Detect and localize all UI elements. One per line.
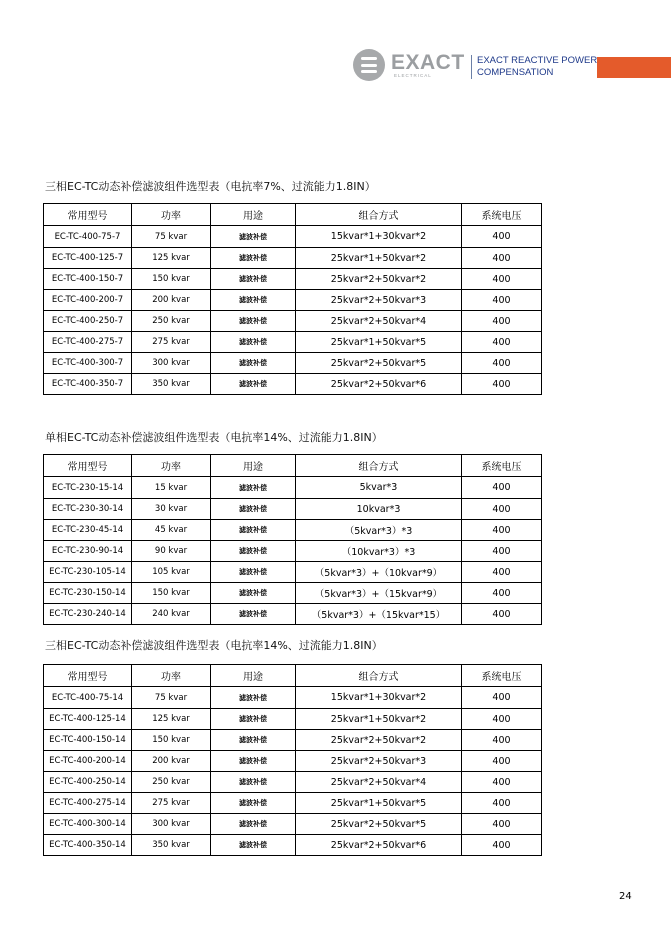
cell-combo: 25kvar*2+50kvar*5 [296, 353, 462, 374]
cell-power: 105 kvar [132, 562, 211, 583]
cell-model: EC-TC-230-30-14 [44, 499, 132, 520]
table-row [44, 226, 542, 248]
table-row [44, 604, 542, 625]
cell-model: EC-TC-400-300-14 [44, 814, 132, 835]
cell-volt: 400 [462, 226, 542, 248]
cell-model: EC-TC-400-300-7 [44, 353, 132, 374]
cell-model: EC-TC-400-275-7 [44, 332, 132, 353]
cell-combo: 15kvar*1+30kvar*2 [296, 687, 462, 709]
table-row [44, 793, 542, 814]
cell-power: 350 kvar [132, 374, 211, 395]
cell-power: 350 kvar [132, 835, 211, 856]
table-header-row [44, 665, 542, 687]
page-number: 24 [619, 891, 632, 902]
table-row [44, 311, 542, 332]
cell-model: EC-TC-400-75-14 [44, 687, 132, 709]
cell-combo: 25kvar*2+50kvar*4 [296, 772, 462, 793]
section-title-3: 三相EC-TC动态补偿滤波组件选型表（电抗率14%、过流能力1.8IN） [45, 639, 383, 652]
cell-model: EC-TC-400-150-14 [44, 730, 132, 751]
cell-use: 滤波补偿 [211, 687, 296, 709]
cell-volt: 400 [462, 583, 542, 604]
cell-use: 滤波补偿 [211, 477, 296, 499]
cell-power: 90 kvar [132, 541, 211, 562]
table-row [44, 499, 542, 520]
cell-power: 15 kvar [132, 477, 211, 499]
cell-model: EC-TC-400-125-7 [44, 248, 132, 269]
column-header-power: 功率 [132, 204, 211, 226]
cell-power: 150 kvar [132, 269, 211, 290]
cell-model: EC-TC-400-275-14 [44, 793, 132, 814]
cell-model: EC-TC-230-45-14 [44, 520, 132, 541]
cell-power: 45 kvar [132, 520, 211, 541]
cell-use: 滤波补偿 [211, 269, 296, 290]
cell-power: 200 kvar [132, 751, 211, 772]
table-row [44, 687, 542, 709]
cell-model: EC-TC-400-200-14 [44, 751, 132, 772]
cell-power: 300 kvar [132, 353, 211, 374]
cell-combo: 25kvar*2+50kvar*2 [296, 269, 462, 290]
cell-combo: 25kvar*1+50kvar*5 [296, 793, 462, 814]
cell-power: 300 kvar [132, 814, 211, 835]
column-header-combo: 组合方式 [296, 665, 462, 687]
cell-power: 240 kvar [132, 604, 211, 625]
cell-model: EC-TC-400-350-7 [44, 374, 132, 395]
cell-use: 滤波补偿 [211, 248, 296, 269]
column-header-use: 用途 [211, 455, 296, 477]
table-row [44, 269, 542, 290]
cell-volt: 400 [462, 835, 542, 856]
table-row [44, 332, 542, 353]
cell-volt: 400 [462, 751, 542, 772]
cell-combo: 5kvar*3 [296, 477, 462, 499]
cell-power: 150 kvar [132, 730, 211, 751]
cell-volt: 400 [462, 604, 542, 625]
cell-use: 滤波补偿 [211, 226, 296, 248]
column-header-volt: 系统电压 [462, 665, 542, 687]
cell-volt: 400 [462, 730, 542, 751]
cell-use: 滤波补偿 [211, 541, 296, 562]
table-header-row [44, 455, 542, 477]
cell-combo: 25kvar*2+50kvar*6 [296, 374, 462, 395]
table-row [44, 520, 542, 541]
cell-model: EC-TC-230-90-14 [44, 541, 132, 562]
cell-power: 30 kvar [132, 499, 211, 520]
column-header-model: 常用型号 [44, 455, 132, 477]
cell-use: 滤波补偿 [211, 793, 296, 814]
column-header-power: 功率 [132, 665, 211, 687]
cell-model: EC-TC-400-150-7 [44, 269, 132, 290]
cell-power: 250 kvar [132, 311, 211, 332]
cell-model: EC-TC-400-125-14 [44, 709, 132, 730]
table-row [44, 248, 542, 269]
cell-use: 滤波补偿 [211, 499, 296, 520]
cell-model: EC-TC-400-250-7 [44, 311, 132, 332]
cell-combo: 25kvar*1+50kvar*5 [296, 332, 462, 353]
cell-use: 滤波补偿 [211, 604, 296, 625]
table-row [44, 709, 542, 730]
cell-volt: 400 [462, 290, 542, 311]
cell-model: EC-TC-400-250-14 [44, 772, 132, 793]
table-row [44, 772, 542, 793]
cell-combo: 15kvar*1+30kvar*2 [296, 226, 462, 248]
table-row [44, 541, 542, 562]
column-header-power: 功率 [132, 455, 211, 477]
column-header-use: 用途 [211, 665, 296, 687]
cell-combo: 25kvar*2+50kvar*3 [296, 751, 462, 772]
cell-use: 滤波补偿 [211, 353, 296, 374]
cell-power: 150 kvar [132, 583, 211, 604]
cell-model: EC-TC-400-200-7 [44, 290, 132, 311]
cell-use: 滤波补偿 [211, 814, 296, 835]
cell-combo: （5kvar*3）+（15kvar*15） [296, 604, 462, 625]
logo-mark-icon [353, 49, 385, 81]
cell-combo: 25kvar*1+50kvar*2 [296, 709, 462, 730]
table-row [44, 374, 542, 395]
cell-volt: 400 [462, 772, 542, 793]
cell-combo: 25kvar*2+50kvar*2 [296, 730, 462, 751]
section-title-2: 单相EC-TC动态补偿滤波组件选型表（电抗率14%、过流能力1.8IN） [45, 431, 383, 444]
cell-combo: 25kvar*2+50kvar*4 [296, 311, 462, 332]
cell-use: 滤波补偿 [211, 311, 296, 332]
cell-model: EC-TC-400-350-14 [44, 835, 132, 856]
table-row [44, 814, 542, 835]
cell-volt: 400 [462, 248, 542, 269]
cell-volt: 400 [462, 687, 542, 709]
cell-power: 125 kvar [132, 709, 211, 730]
cell-power: 275 kvar [132, 332, 211, 353]
logo-name: EXACT [391, 51, 465, 74]
header-tagline [477, 55, 597, 78]
cell-volt: 400 [462, 353, 542, 374]
cell-combo: 25kvar*2+50kvar*6 [296, 835, 462, 856]
cell-power: 75 kvar [132, 226, 211, 248]
column-header-use: 用途 [211, 204, 296, 226]
cell-use: 滤波补偿 [211, 562, 296, 583]
cell-power: 125 kvar [132, 248, 211, 269]
section-title-1: 三相EC-TC动态补偿滤波组件选型表（电抗率7%、过流能力1.8IN） [45, 180, 376, 193]
column-header-volt: 系统电压 [462, 455, 542, 477]
header-divider [471, 55, 472, 79]
cell-use: 滤波补偿 [211, 290, 296, 311]
table-row [44, 290, 542, 311]
cell-volt: 400 [462, 269, 542, 290]
table-row [44, 562, 542, 583]
cell-use: 滤波补偿 [211, 772, 296, 793]
cell-model: EC-TC-230-150-14 [44, 583, 132, 604]
table-row [44, 477, 542, 499]
cell-model: EC-TC-400-75-7 [44, 226, 132, 248]
cell-combo: 10kvar*3 [296, 499, 462, 520]
column-header-combo: 组合方式 [296, 455, 462, 477]
cell-volt: 400 [462, 793, 542, 814]
cell-volt: 400 [462, 814, 542, 835]
cell-model: EC-TC-230-15-14 [44, 477, 132, 499]
cell-use: 滤波补偿 [211, 520, 296, 541]
cell-use: 滤波补偿 [211, 730, 296, 751]
cell-power: 250 kvar [132, 772, 211, 793]
column-header-model: 常用型号 [44, 204, 132, 226]
cell-use: 滤波补偿 [211, 583, 296, 604]
cell-volt: 400 [462, 709, 542, 730]
table-row [44, 583, 542, 604]
column-header-volt: 系统电压 [462, 204, 542, 226]
table-row [44, 751, 542, 772]
cell-volt: 400 [462, 541, 542, 562]
header-accent-bar [597, 57, 671, 78]
column-header-combo: 组合方式 [296, 204, 462, 226]
cell-combo: 25kvar*2+50kvar*3 [296, 290, 462, 311]
cell-combo: （5kvar*3）*3 [296, 520, 462, 541]
company-logo [353, 49, 468, 83]
cell-volt: 400 [462, 520, 542, 541]
cell-power: 200 kvar [132, 290, 211, 311]
cell-volt: 400 [462, 374, 542, 395]
cell-combo: 25kvar*1+50kvar*2 [296, 248, 462, 269]
cell-power: 275 kvar [132, 793, 211, 814]
spec-table-1 [43, 203, 542, 395]
cell-use: 滤波补偿 [211, 709, 296, 730]
cell-volt: 400 [462, 562, 542, 583]
spec-table-2 [43, 454, 542, 625]
cell-use: 滤波补偿 [211, 374, 296, 395]
logo-subtitle: ELECTRICAL [394, 73, 432, 78]
cell-use: 滤波补偿 [211, 751, 296, 772]
cell-combo: （5kvar*3）+（10kvar*9） [296, 562, 462, 583]
tagline-line-1: EXACT REACTIVE POWER [477, 55, 598, 66]
table-row [44, 353, 542, 374]
cell-use: 滤波补偿 [211, 835, 296, 856]
spec-table-3 [43, 664, 542, 856]
cell-volt: 400 [462, 499, 542, 520]
table-header-row [44, 204, 542, 226]
cell-volt: 400 [462, 311, 542, 332]
cell-combo: （5kvar*3）+（15kvar*9） [296, 583, 462, 604]
cell-power: 75 kvar [132, 687, 211, 709]
table-row [44, 730, 542, 751]
cell-model: EC-TC-230-105-14 [44, 562, 132, 583]
table-row [44, 835, 542, 856]
cell-volt: 400 [462, 332, 542, 353]
cell-combo: （10kvar*3）*3 [296, 541, 462, 562]
cell-model: EC-TC-230-240-14 [44, 604, 132, 625]
cell-volt: 400 [462, 477, 542, 499]
cell-combo: 25kvar*2+50kvar*5 [296, 814, 462, 835]
cell-use: 滤波补偿 [211, 332, 296, 353]
column-header-model: 常用型号 [44, 665, 132, 687]
tagline-line-2: COMPENSATION [477, 66, 554, 78]
